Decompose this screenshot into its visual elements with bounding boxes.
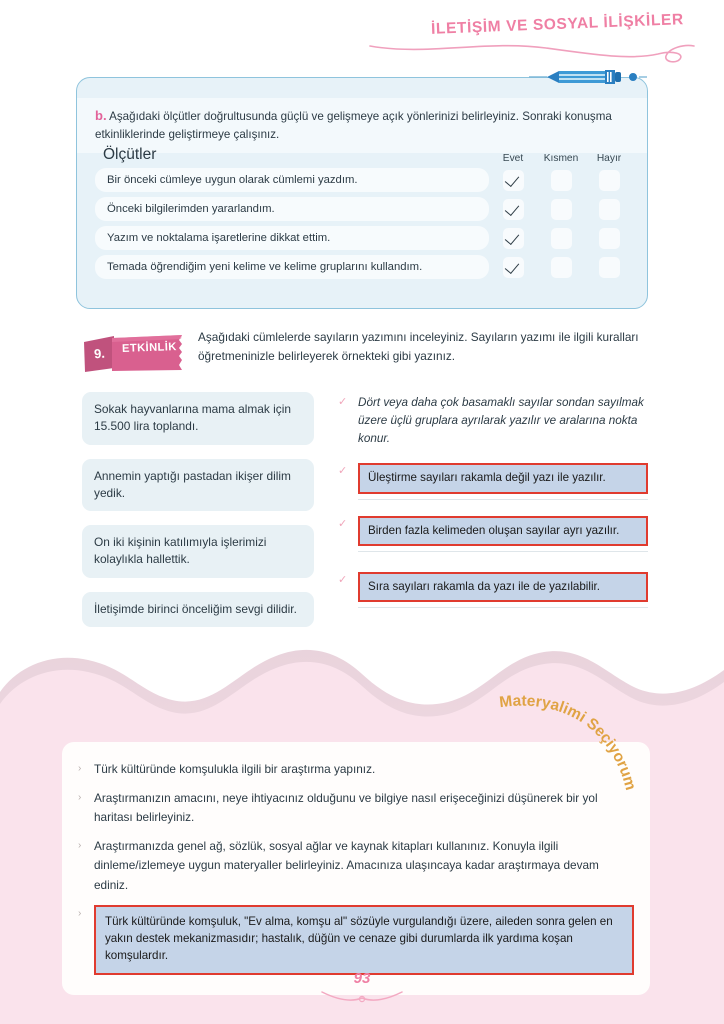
criteria-row-text: Temada öğrendiğim yeni kelime ve kelime gruplarını kullandım. bbox=[95, 255, 489, 279]
page-number-footer bbox=[0, 966, 724, 1010]
table-row bbox=[95, 226, 633, 250]
check-icon: ✓ bbox=[338, 573, 348, 586]
writing-line bbox=[358, 551, 648, 552]
list-item-text: Türk kültüründe komşulukla ilgili bir araştırma yapınız. bbox=[94, 762, 376, 776]
check-icon: ✓ bbox=[338, 396, 348, 408]
criteria-prompt bbox=[77, 98, 647, 153]
checkbox-evet[interactable] bbox=[489, 199, 537, 220]
checkbox-evet[interactable] bbox=[489, 170, 537, 191]
rule-item bbox=[338, 394, 648, 447]
checkbox-kismen[interactable] bbox=[537, 199, 585, 220]
chevron-right-icon: › bbox=[78, 907, 82, 919]
column-header-evet: Evet bbox=[502, 153, 524, 164]
check-icon: ✓ bbox=[338, 517, 348, 530]
rules-column bbox=[338, 392, 648, 641]
writing-line bbox=[358, 607, 648, 608]
sentence-box: İletişimde birinci önceliğim sevgi dilidir. bbox=[82, 592, 314, 627]
checkbox-hayir[interactable] bbox=[585, 228, 633, 249]
curved-label-text: Materyalimi Seçiyorum bbox=[498, 692, 639, 793]
rule-answer-box[interactable]: Sıra sayıları rakamla da yazı ile de yazılabilir. bbox=[358, 572, 648, 602]
rule-item bbox=[338, 516, 648, 546]
criteria-card bbox=[76, 77, 648, 309]
criteria-table-header bbox=[95, 146, 633, 164]
chevron-right-icon: › bbox=[78, 840, 82, 852]
curved-label-materyalimi bbox=[490, 690, 670, 840]
sentences-column bbox=[82, 392, 314, 641]
rule-answer-box[interactable]: Birden fazla kelimeden oluşan sayılar ayrı yazılır. bbox=[358, 516, 648, 546]
page-title: İLETİŞİM VE SOSYAL İLİŞKİLER bbox=[430, 11, 685, 38]
checkbox-evet[interactable] bbox=[489, 228, 537, 249]
list-item-text: Araştırmanızda genel ağ, sözlük, sosyal ağlar ve kaynak kitapları kullanınız. Konuyla ilgili dinleme/izlemeye uygun materyaller belirleyiniz. Amacınıza ulaşıncaya kadar araştırmaya devam ediniz. bbox=[94, 839, 599, 892]
criteria-table bbox=[95, 146, 633, 284]
column-header-kismen: Kısmen bbox=[543, 153, 579, 164]
list-item bbox=[78, 837, 634, 894]
prompt-marker: b. bbox=[95, 108, 107, 123]
checkbox-evet[interactable] bbox=[489, 257, 537, 278]
page-number: 93 bbox=[353, 970, 371, 987]
page-header bbox=[356, 12, 696, 68]
pencil-icon bbox=[529, 66, 647, 88]
table-row bbox=[95, 255, 633, 279]
writing-line bbox=[358, 499, 648, 500]
criteria-row-text: Önceki bilgilerimden yararlandım. bbox=[95, 197, 489, 221]
rule-example-text: Dört veya daha çok basamaklı sayılar sondan sayılmak üzere üçlü gruplara ayrılarak yazılır ve aralarına nokta konur. bbox=[358, 396, 644, 445]
checkbox-kismen[interactable] bbox=[537, 257, 585, 278]
checkbox-hayir[interactable] bbox=[585, 199, 633, 220]
list-item-text: Araştırmanızın amacını, neye ihtiyacınız olduğunu ve bilgiye nasıl erişeceğinizi düşünerek bir yol haritası belirleyiniz. bbox=[94, 791, 598, 825]
criteria-table-title: Ölçütler bbox=[103, 146, 157, 163]
sentence-box: Annemin yaptığı pastadan ikişer dilim yedik. bbox=[82, 459, 314, 512]
chevron-right-icon: › bbox=[78, 792, 82, 804]
checkbox-hayir[interactable] bbox=[585, 170, 633, 191]
checkbox-kismen[interactable] bbox=[537, 228, 585, 249]
column-header-hayir: Hayır bbox=[596, 153, 622, 164]
rule-item bbox=[338, 572, 648, 602]
criteria-row-text: Bir önceki cümleye uygun olarak cümlemi yazdım. bbox=[95, 168, 489, 192]
sentence-box: On iki kişinin katılımıyla işlerimizi kolaylıkla hallettik. bbox=[82, 525, 314, 578]
rule-item bbox=[338, 463, 648, 493]
table-row bbox=[95, 168, 633, 192]
final-answer-box[interactable]: Türk kültüründe komşuluk, "Ev alma, komşu al" sözüyle vurgulandığı üzere, aileden sonra gelen en yakın destek mekanizmasıdır; hastalık, düğün ve cenaze gibi durumlarda ilk yardıma koşan komşulardır. bbox=[94, 905, 634, 975]
svg-text:Materyalimi Seçiyorum bbox=[498, 693, 639, 792]
sentence-box: Sokak hayvanlarına mama almak için 15.500 lira toplandı. bbox=[82, 392, 314, 445]
checkbox-hayir[interactable] bbox=[585, 257, 633, 278]
header-swoosh-decoration bbox=[366, 38, 696, 66]
chevron-right-icon: › bbox=[78, 763, 82, 774]
activity-number: 9. bbox=[93, 345, 106, 362]
table-row bbox=[95, 197, 633, 221]
research-section bbox=[0, 630, 724, 1024]
rule-answer-box[interactable]: Üleştirme sayıları rakamla değil yazı ile yazılır. bbox=[358, 463, 648, 493]
prompt-text: Aşağıdaki ölçütler doğrultusunda güçlü ve gelişmeye açık yönlerinizi belirleyiniz. Sonraki konuşma etkinliklerinde geliştirmeye çalışınız. bbox=[95, 110, 612, 142]
exercise-columns bbox=[82, 392, 648, 641]
activity-section bbox=[82, 328, 648, 366]
criteria-row-text: Yazım ve noktalama işaretlerine dikkat ettim. bbox=[95, 226, 489, 250]
activity-instruction: Aşağıdaki cümlelerde sayıların yazımını inceleyiniz. Sayıların yazımı ile ilgili kuralları öğretmeninizle belirleyerek örnekteki gibi yazınız. bbox=[198, 330, 639, 363]
activity-badge-label: ETKİNLİK bbox=[121, 341, 177, 355]
final-answer-row bbox=[78, 905, 634, 975]
check-icon: ✓ bbox=[338, 465, 348, 478]
checkbox-kismen[interactable] bbox=[537, 170, 585, 191]
